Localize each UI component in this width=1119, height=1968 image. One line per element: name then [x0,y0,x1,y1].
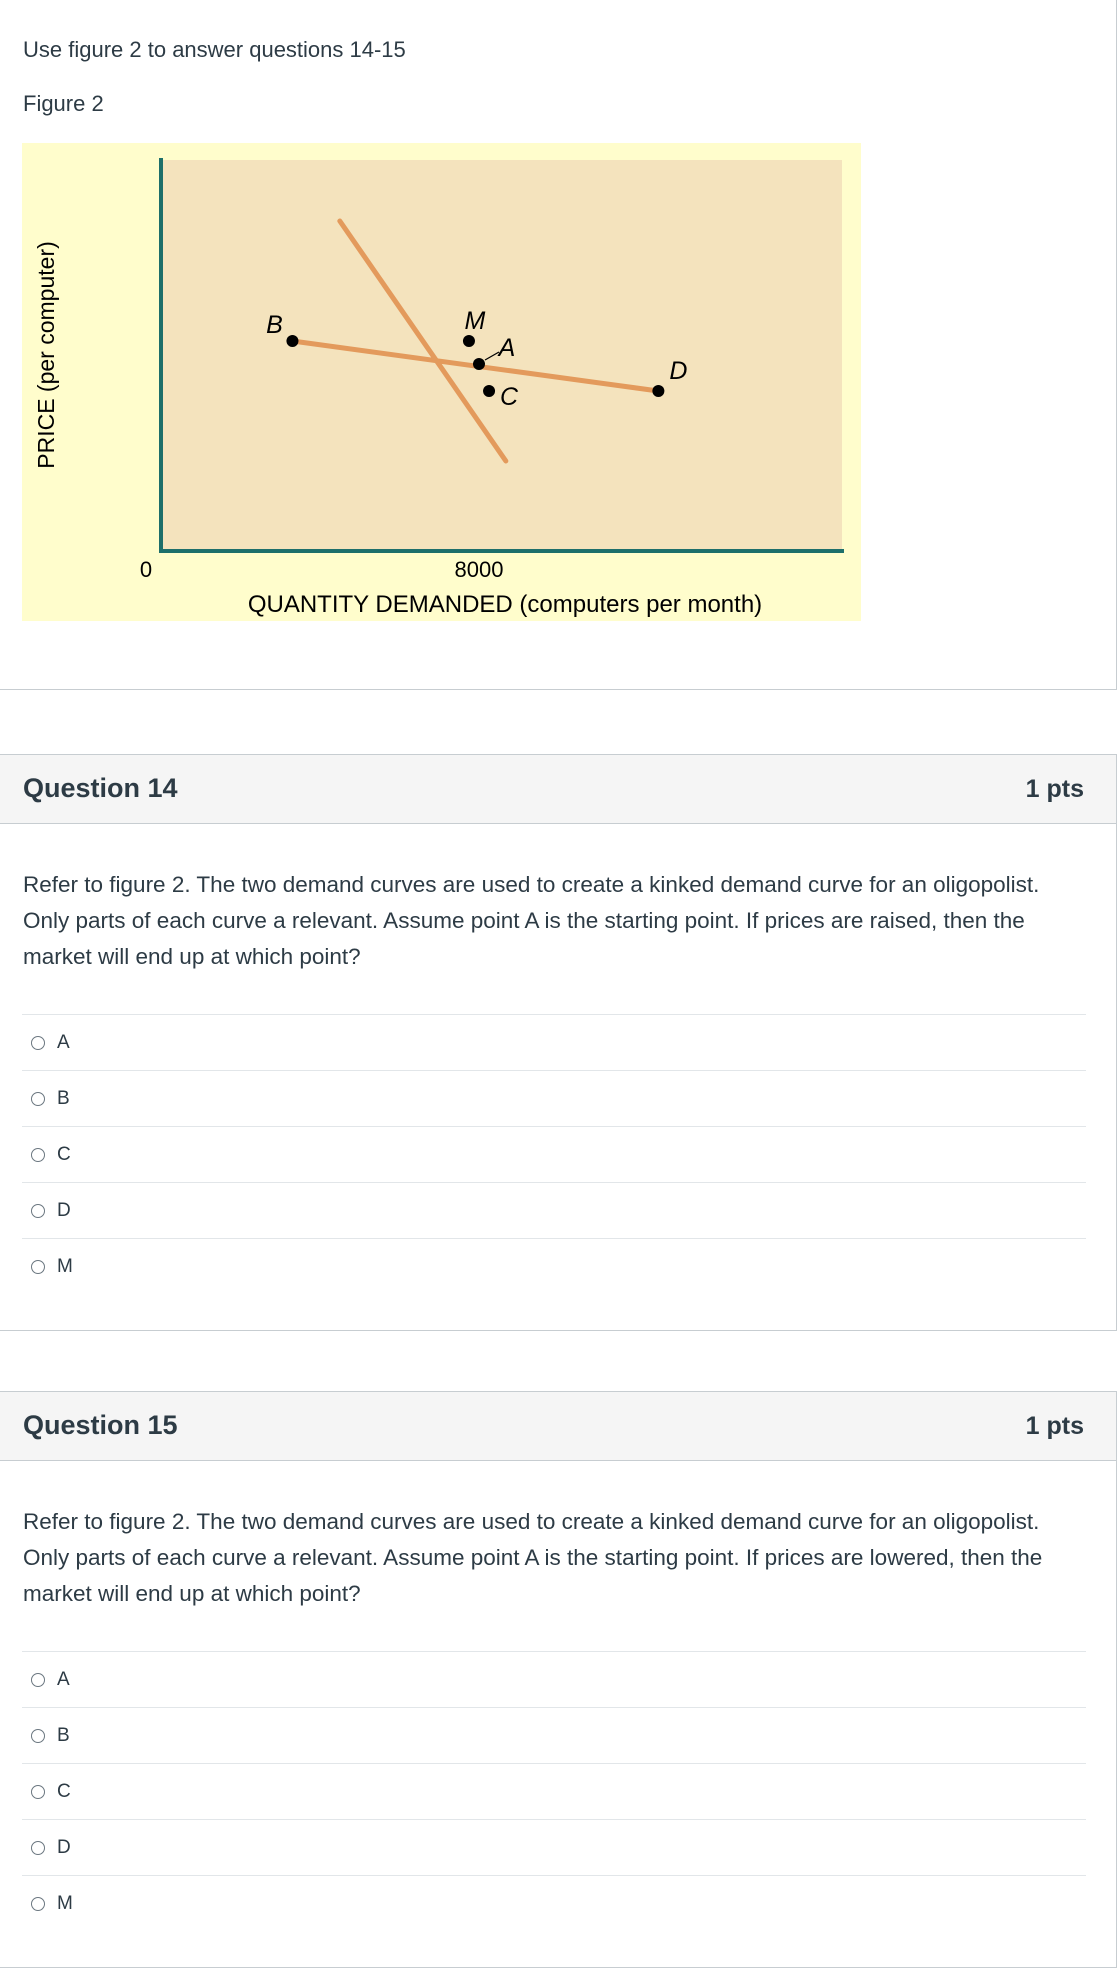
answer-option-a[interactable] [22,1651,1086,1707]
answer-option-d[interactable] [22,1182,1086,1238]
answer-label: A [57,1031,70,1053]
x-tick-label: 8000 [454,557,504,582]
question-text: Refer to figure 2. The two demand curves are used to create a kinked demand curve for an oligopolist. Only parts of each curve a relevant. Assume point A is the starting point. If prices are raised, then the market will end up at which point? [23,872,1040,969]
point-label-b: B [266,311,283,339]
question-text: Refer to figure 2. The two demand curves are used to create a kinked demand curve for an oligopolist. Only parts of each curve a relevant. Assume point A is the starting point. If prices are lowered, then the market will end up at which point? [23,1509,1043,1606]
answer-list [22,1014,1086,1294]
point-label-m: M [464,307,486,335]
instruction-text: Use figure 2 to answer questions 14-15 [23,37,406,62]
radio-button[interactable] [31,1260,45,1274]
point-label-a: A [498,334,516,362]
y-axis-label: PRICE (per computer) [33,241,59,469]
x-axis-label: QUANTITY DEMANDED (computers per month) [247,591,763,618]
radio-button[interactable] [31,1897,45,1911]
question-header [0,1392,1116,1461]
answer-label: D [57,1836,71,1858]
answer-list [22,1651,1086,1931]
demand-chart [22,143,861,621]
answer-label: D [57,1199,71,1221]
answer-label: C [57,1780,71,1802]
radio-button[interactable] [31,1148,45,1162]
answer-option-a[interactable] [22,1014,1086,1070]
answer-option-b[interactable] [22,1707,1086,1763]
answer-option-m[interactable] [22,1875,1086,1931]
question-points: 1 pts [1025,1412,1084,1440]
figure-label: Figure 2 [23,91,104,116]
answer-option-c[interactable] [22,1763,1086,1819]
figure-intro-panel [0,0,1117,690]
answer-label: M [57,1892,73,1914]
point-label-c: C [500,383,519,411]
question-title: Question 14 [23,773,178,803]
answer-option-c[interactable] [22,1126,1086,1182]
answer-label: C [57,1143,71,1165]
answer-label: B [57,1724,70,1746]
answer-label: A [57,1668,70,1690]
x-tick-label: 0 [139,557,153,582]
point-d [652,385,664,397]
answer-label: M [57,1255,73,1277]
question-points: 1 pts [1025,775,1084,803]
radio-button[interactable] [31,1204,45,1218]
point-m [463,335,475,347]
question-15-panel [0,1391,1117,1968]
radio-button[interactable] [31,1785,45,1799]
radio-button[interactable] [31,1036,45,1050]
question-header [0,755,1116,824]
answer-option-m[interactable] [22,1238,1086,1294]
radio-button[interactable] [31,1841,45,1855]
question-title: Question 15 [23,1410,178,1440]
question-14-panel [0,754,1117,1331]
radio-button[interactable] [31,1092,45,1106]
radio-button[interactable] [31,1729,45,1743]
point-label-d: D [669,357,688,385]
answer-option-b[interactable] [22,1070,1086,1126]
point-c [483,385,495,397]
answer-option-d[interactable] [22,1819,1086,1875]
point-a [473,358,485,370]
answer-label: B [57,1087,70,1109]
point-b [286,335,298,347]
figure-2 [22,143,861,621]
radio-button[interactable] [31,1673,45,1687]
